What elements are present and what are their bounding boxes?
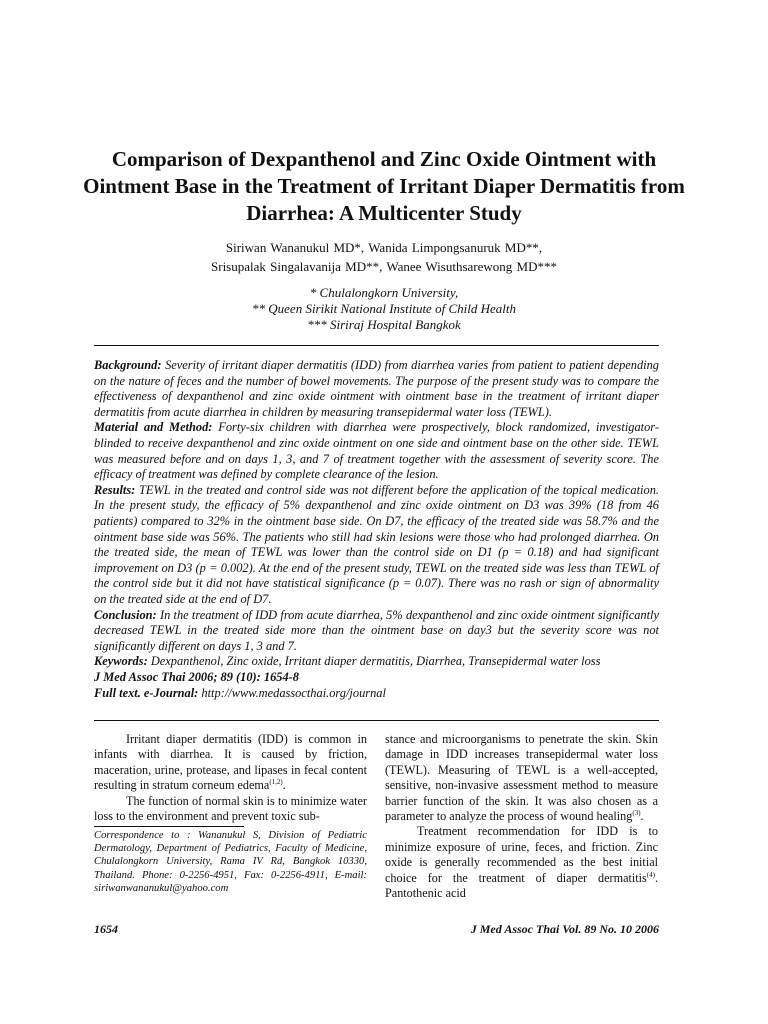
keywords-text: Dexpanthenol, Zinc oxide, Irritant diaper dermatitis, Diarrhea, Transepidermal water loss — [150, 654, 601, 668]
footnote-rule — [94, 826, 244, 827]
body-paragraph: Irritant diaper dermatitis (IDD) is common in infants with diarrhea. It is caused by friction, maceration, urine, protease, and lipases in fecal content resulting in stratum corneum edema$^{(1,2)}$. — [94, 732, 367, 793]
page-number: 1654 — [94, 922, 118, 936]
body-top-rule — [94, 720, 659, 721]
affiliation: ** Queen Sirikit National Institute of Child Health — [252, 301, 516, 316]
background-text: Severity of irritant diaper dermatitis (IDD) from diarrhea varies from patient to patient depending on the nature of feces and the number of bowel movements. The purpose of the present study was to compare the effectiveness of dexpanthenol and zinc oxide ointment with ointment base in the treatment of irritant diaper dermatitis from acute diarrhea in children by measuring transepidermal water loss (TEWL). — [94, 358, 659, 419]
conclusion-label: Conclusion: — [94, 607, 157, 622]
body-paragraph: The function of normal skin is to minimize water loss to the environment and prevent toxic sub- — [94, 793, 367, 824]
abstract-conclusion — [94, 608, 659, 655]
correspondence-footnote: Correspondence to : Wananukul S, Division of Pediatric Dermatology, Department of Pediatrics, Faculty of Medicine, Chulalongkorn University, Rama IV Rd, Bangkok 10330, Thailand. Phone: 0-2256-4951, Fax: 0-2256-4911, E-mail: siriwanwananukul@yahoo.com — [94, 830, 367, 894]
abstract-top-rule — [94, 345, 659, 346]
author-line: Srisupalak Singalavanija MD**, Wanee Wisuthsarewong MD*** — [211, 259, 557, 274]
fulltext-link[interactable]: http://www.medassocthai.org/journal — [201, 685, 386, 700]
conclusion-text: In the treatment of IDD from acute diarrhea, 5% dexpanthenol and zinc oxide ointment significantly decreased TEWL in the treated side more than the ointment base on day3 but the severity score was not significantly different on days 1, 3 and 7. — [94, 607, 659, 653]
methods-label: Material and Method: — [94, 420, 213, 435]
journal-citation: J Med Assoc Thai 2006; 89 (10): 1654-8 — [94, 670, 300, 684]
body-column-left — [94, 732, 367, 824]
author-line: Siriwan Wananukul MD*, Wanida Limpongsanuruk MD**, — [225, 240, 543, 255]
abstract-results — [94, 483, 659, 608]
abstract-methods — [94, 420, 659, 482]
citation — [94, 670, 659, 701]
affiliation: *** Siriraj Hospital Bangkok — [307, 317, 461, 332]
reference-mark: (1,2) — [269, 778, 283, 787]
affiliation: * Chulalongkorn University, — [309, 285, 459, 300]
fulltext-label: Full text. e-Journal: — [94, 685, 199, 700]
results-label: Results: — [94, 482, 136, 497]
body-column-right — [385, 732, 658, 901]
running-footer: J Med Assoc Thai Vol. 89 No. 10 2006 — [470, 922, 659, 936]
results-text: TEWL in the treated and control side was not different before the application of the topical medication. In the present study, the efficacy of 5% dexpanthenol and zinc oxide ointment on D3 was 39% (18 from 46 patients) compared to 32% in the ointment base side. On D7, the efficacy of the treated side was 58.7% and the ointment base side was 56%. The patients who still had skin lesions were those who had prolonged diarrhea. On the treated side, the mean of TEWL was lower than the control side on D1 (p = 0.18) and had significant improvement on D3 (p = 0.002). At the end of the present study, TEWL on the treated side was less than TEWL of the control side but it did not have statistical significance (p = 0.07). There was no rash or sign of abnormality on the treated side at the end of D7. — [94, 482, 659, 606]
abstract-background — [94, 358, 659, 420]
keywords-label: Keywords: — [94, 654, 148, 668]
reference-mark: (3) — [632, 808, 641, 817]
reference-mark: (4) — [646, 870, 655, 879]
body-paragraph: stance and microorganisms to penetrate the skin. Skin damage in IDD increases transepidermal water loss (TEWL). Measuring of TEWL is a well-accepted, sensitive, non-invasive assessment method to measure barrier function of the skin. It was also chosen as a parameter to analyze the process of wound healing$^{(3)}$. — [385, 732, 658, 824]
author-list — [80, 238, 688, 276]
affiliation-list — [80, 285, 688, 333]
body-paragraph: Treatment recommendation for IDD is to minimize exposure of urine, feces, and friction. Zinc oxide is generally recommended as the best initial choice for the treatment of diaper dermatitis$^{(4)}$. Pantothenic acid — [385, 824, 658, 901]
abstract — [94, 358, 659, 654]
keywords — [94, 653, 659, 669]
article-title: Comparison of Dexpanthenol and Zinc Oxide Ointment with Ointment Base in the Treatment of Irritant Diaper Dermatitis from Diarrhea: A Multicenter Study — [83, 147, 685, 225]
methods-text: Forty-six children with diarrhea were prospectively, block randomized, investigator-blinded to receive dexpanthenol and zinc oxide ointment on one side and ointment base on the other side. TEWL was measured before and on days 1, 3, and 7 of treatment together with the assessment of severity score. The efficacy of treatment was defined by complete clearance of the lesion. — [94, 420, 659, 482]
background-label: Background: — [94, 358, 162, 372]
